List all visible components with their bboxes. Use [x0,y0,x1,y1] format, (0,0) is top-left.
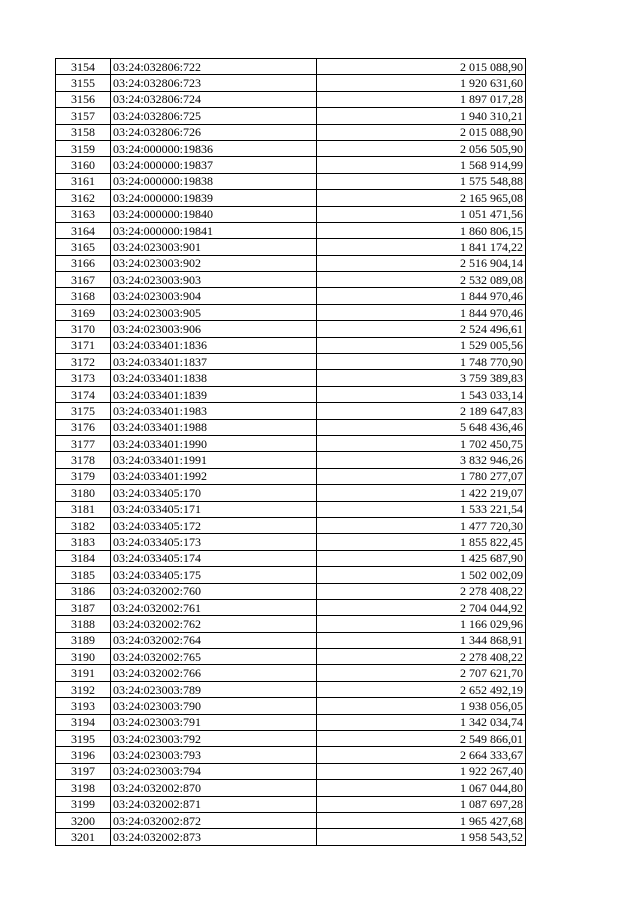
table-row [56,485,526,501]
row-number-cell: 3161 [56,173,111,189]
cadastral-value-cell: 1 922 267,40 [317,763,526,779]
table-row [56,419,526,435]
table-row [56,698,526,714]
cadastral-number-cell: 03:24:023003:904 [111,288,317,304]
cadastral-value-cell: 1 958 543,52 [317,829,526,845]
cadastral-value-cell: 1 780 277,07 [317,468,526,484]
row-number-cell: 3186 [56,583,111,599]
row-number-cell: 3183 [56,534,111,550]
row-number-cell: 3157 [56,108,111,124]
row-number-cell: 3182 [56,517,111,533]
cadastral-number-cell: 03:24:033401:1983 [111,403,317,419]
row-number-cell: 3181 [56,501,111,517]
cadastral-number-cell: 03:24:000000:19837 [111,157,317,173]
cadastral-number-cell: 03:24:033405:172 [111,517,317,533]
cadastral-value-cell: 1 342 034,74 [317,714,526,730]
cadastral-value-table [55,58,526,846]
cadastral-number-cell: 03:24:033401:1836 [111,337,317,353]
cadastral-number-cell: 03:24:000000:19839 [111,190,317,206]
cadastral-number-cell: 03:24:023003:901 [111,239,317,255]
row-number-cell: 3155 [56,75,111,91]
cadastral-value-cell: 1 940 310,21 [317,108,526,124]
cadastral-value-cell: 1 051 471,56 [317,206,526,222]
table-row [56,517,526,533]
cadastral-value-cell: 2 015 088,90 [317,124,526,140]
cadastral-number-cell: 03:24:033401:1992 [111,468,317,484]
table-row [56,731,526,747]
cadastral-value-cell: 1 702 450,75 [317,435,526,451]
table-row [56,59,526,75]
row-number-cell: 3190 [56,649,111,665]
row-number-cell: 3187 [56,599,111,615]
table-row [56,304,526,320]
table-row [56,435,526,451]
table-body [56,59,526,846]
row-number-cell: 3156 [56,91,111,107]
row-number-cell: 3179 [56,468,111,484]
cadastral-number-cell: 03:24:000000:19836 [111,140,317,156]
cadastral-number-cell: 03:24:033401:1988 [111,419,317,435]
cadastral-value-cell: 2 189 647,83 [317,403,526,419]
cadastral-number-cell: 03:24:023003:792 [111,731,317,747]
row-number-cell: 3173 [56,370,111,386]
table-row [56,567,526,583]
row-number-cell: 3170 [56,321,111,337]
cadastral-value-cell: 1 965 427,68 [317,812,526,828]
cadastral-value-cell: 1 841 174,22 [317,239,526,255]
row-number-cell: 3166 [56,255,111,271]
row-number-cell: 3159 [56,140,111,156]
cadastral-value-cell: 1 844 970,46 [317,304,526,320]
cadastral-value-cell: 1 568 914,99 [317,157,526,173]
cadastral-number-cell: 03:24:032002:766 [111,665,317,681]
cadastral-value-cell: 2 707 621,70 [317,665,526,681]
table-row [56,812,526,828]
cadastral-number-cell: 03:24:000000:19840 [111,206,317,222]
cadastral-number-cell: 03:24:033405:174 [111,550,317,566]
cadastral-number-cell: 03:24:023003:789 [111,681,317,697]
row-number-cell: 3193 [56,698,111,714]
table-row [56,206,526,222]
table-row [56,747,526,763]
cadastral-number-cell: 03:24:032806:725 [111,108,317,124]
table-row [56,829,526,845]
row-number-cell: 3189 [56,632,111,648]
cadastral-number-cell: 03:24:033401:1838 [111,370,317,386]
cadastral-number-cell: 03:24:032806:726 [111,124,317,140]
cadastral-value-cell: 1 422 219,07 [317,485,526,501]
table-row [56,763,526,779]
cadastral-value-cell: 1 166 029,96 [317,616,526,632]
cadastral-number-cell: 03:24:023003:906 [111,321,317,337]
table-row [56,616,526,632]
table-row [56,403,526,419]
cadastral-number-cell: 03:24:033405:171 [111,501,317,517]
table-row [56,222,526,238]
row-number-cell: 3164 [56,222,111,238]
cadastral-value-cell: 3 759 389,83 [317,370,526,386]
cadastral-number-cell: 03:24:023003:903 [111,272,317,288]
row-number-cell: 3201 [56,829,111,845]
cadastral-value-cell: 2 664 333,67 [317,747,526,763]
table-row [56,124,526,140]
row-number-cell: 3180 [56,485,111,501]
cadastral-number-cell: 03:24:000000:19841 [111,222,317,238]
row-number-cell: 3192 [56,681,111,697]
cadastral-number-cell: 03:24:032002:762 [111,616,317,632]
cadastral-number-cell: 03:24:000000:19838 [111,173,317,189]
table-row [56,239,526,255]
cadastral-value-cell: 1 502 002,09 [317,567,526,583]
cadastral-value-cell: 1 920 631,60 [317,75,526,91]
cadastral-number-cell: 03:24:023003:790 [111,698,317,714]
cadastral-value-cell: 2 516 904,14 [317,255,526,271]
cadastral-value-cell: 2 056 505,90 [317,140,526,156]
cadastral-value-cell: 2 165 965,08 [317,190,526,206]
table-row [56,649,526,665]
table-row [56,665,526,681]
cadastral-value-cell: 2 549 866,01 [317,731,526,747]
table-row [56,370,526,386]
row-number-cell: 3177 [56,435,111,451]
row-number-cell: 3191 [56,665,111,681]
row-number-cell: 3160 [56,157,111,173]
table-row [56,272,526,288]
row-number-cell: 3198 [56,780,111,796]
cadastral-value-cell: 1 344 868,91 [317,632,526,648]
table-row [56,288,526,304]
cadastral-value-cell: 1 533 221,54 [317,501,526,517]
cadastral-number-cell: 03:24:032806:724 [111,91,317,107]
table-row [56,157,526,173]
cadastral-value-cell: 1 575 548,88 [317,173,526,189]
table-row [56,632,526,648]
table-row [56,386,526,402]
cadastral-number-cell: 03:24:033401:1837 [111,354,317,370]
cadastral-number-cell: 03:24:032002:871 [111,796,317,812]
cadastral-value-cell: 1 087 697,28 [317,796,526,812]
cadastral-number-cell: 03:24:033405:175 [111,567,317,583]
row-number-cell: 3195 [56,731,111,747]
cadastral-number-cell: 03:24:023003:791 [111,714,317,730]
cadastral-number-cell: 03:24:033401:1839 [111,386,317,402]
cadastral-number-cell: 03:24:032002:872 [111,812,317,828]
cadastral-number-cell: 03:24:032806:723 [111,75,317,91]
table-row [56,91,526,107]
table-row [56,534,526,550]
table-row [56,714,526,730]
cadastral-value-cell: 1 425 687,90 [317,550,526,566]
cadastral-number-cell: 03:24:032002:873 [111,829,317,845]
row-number-cell: 3165 [56,239,111,255]
table-row [56,468,526,484]
cadastral-number-cell: 03:24:032002:870 [111,780,317,796]
row-number-cell: 3172 [56,354,111,370]
row-number-cell: 3194 [56,714,111,730]
table-row [56,599,526,615]
cadastral-number-cell: 03:24:033405:170 [111,485,317,501]
row-number-cell: 3162 [56,190,111,206]
row-number-cell: 3184 [56,550,111,566]
table-row [56,321,526,337]
cadastral-value-cell: 1 067 044,80 [317,780,526,796]
row-number-cell: 3197 [56,763,111,779]
row-number-cell: 3188 [56,616,111,632]
cadastral-number-cell: 03:24:023003:793 [111,747,317,763]
row-number-cell: 3200 [56,812,111,828]
table-row [56,501,526,517]
row-number-cell: 3176 [56,419,111,435]
cadastral-value-cell: 2 278 408,22 [317,649,526,665]
cadastral-value-cell: 2 278 408,22 [317,583,526,599]
row-number-cell: 3178 [56,452,111,468]
cadastral-number-cell: 03:24:023003:905 [111,304,317,320]
cadastral-number-cell: 03:24:032002:760 [111,583,317,599]
table-row [56,583,526,599]
cadastral-value-cell: 3 832 946,26 [317,452,526,468]
table-row [56,452,526,468]
table-row [56,108,526,124]
row-number-cell: 3185 [56,567,111,583]
row-number-cell: 3163 [56,206,111,222]
cadastral-value-cell: 1 529 005,56 [317,337,526,353]
row-number-cell: 3175 [56,403,111,419]
cadastral-value-cell: 2 015 088,90 [317,59,526,75]
cadastral-number-cell: 03:24:033401:1991 [111,452,317,468]
row-number-cell: 3158 [56,124,111,140]
cadastral-value-cell: 1 855 822,45 [317,534,526,550]
table-row [56,550,526,566]
cadastral-number-cell: 03:24:032806:722 [111,59,317,75]
cadastral-value-cell: 1 938 056,05 [317,698,526,714]
table-row [56,173,526,189]
cadastral-number-cell: 03:24:032002:761 [111,599,317,615]
cadastral-value-cell: 1 897 017,28 [317,91,526,107]
cadastral-number-cell: 03:24:023003:794 [111,763,317,779]
cadastral-value-cell: 2 532 089,08 [317,272,526,288]
table-row [56,255,526,271]
row-number-cell: 3169 [56,304,111,320]
table-row [56,354,526,370]
cadastral-value-cell: 1 543 033,14 [317,386,526,402]
row-number-cell: 3168 [56,288,111,304]
cadastral-value-cell: 2 524 496,61 [317,321,526,337]
row-number-cell: 3171 [56,337,111,353]
row-number-cell: 3196 [56,747,111,763]
cadastral-number-cell: 03:24:023003:902 [111,255,317,271]
cadastral-value-cell: 2 652 492,19 [317,681,526,697]
table-row [56,780,526,796]
row-number-cell: 3154 [56,59,111,75]
table-row [56,337,526,353]
cadastral-value-cell: 1 860 806,15 [317,222,526,238]
cadastral-value-cell: 2 704 044,92 [317,599,526,615]
cadastral-value-cell: 1 477 720,30 [317,517,526,533]
cadastral-number-cell: 03:24:032002:765 [111,649,317,665]
table-row [56,75,526,91]
cadastral-value-cell: 1 844 970,46 [317,288,526,304]
table-row [56,190,526,206]
table-row [56,796,526,812]
row-number-cell: 3174 [56,386,111,402]
cadastral-number-cell: 03:24:032002:764 [111,632,317,648]
cadastral-number-cell: 03:24:033401:1990 [111,435,317,451]
row-number-cell: 3199 [56,796,111,812]
table-row [56,140,526,156]
cadastral-value-cell: 5 648 436,46 [317,419,526,435]
cadastral-value-cell: 1 748 770,90 [317,354,526,370]
row-number-cell: 3167 [56,272,111,288]
table-row [56,681,526,697]
cadastral-number-cell: 03:24:033405:173 [111,534,317,550]
